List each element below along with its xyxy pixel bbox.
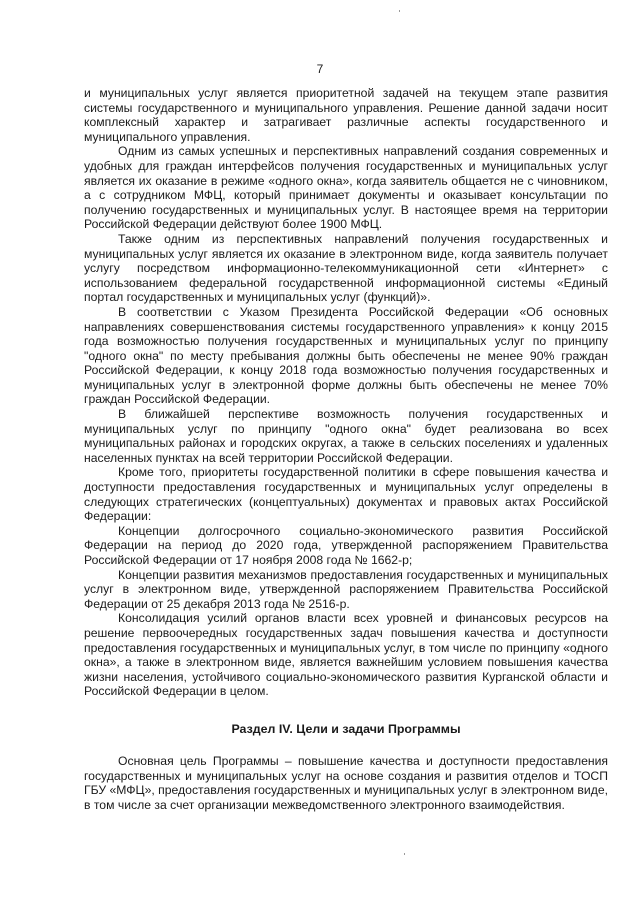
scan-speck (399, 10, 400, 12)
paragraph-concept-2020: Концепции долгосрочного социально-экономического развития Российской Федерации на период до 2020 года, утвержденной распоряжением Правительства Российской Федерации от 17 ноября 2008 года № 1662-р; (84, 523, 608, 567)
page-number: 7 (316, 62, 324, 76)
body-text (84, 86, 608, 699)
paragraph-presidential-decree: В соответствии с Указом Президента Российской Федерации «Об основных направлениях совершенствования системы государственного управления» к концу 2015 года возможностью получения государственных и муниципальных услуг по принципу "одного окна" по месту пребывания должны быть обеспечены не менее 90% граждан Российской Федерации, к концу 2018 года возможностью получения государственных и муниципальных услуг в электронной форме должны быть обеспечены не менее 70% граждан Российской Федерации. (84, 304, 608, 407)
section-title: Раздел IV. Цели и задачи Программы (231, 722, 461, 736)
paragraph-continuation: и муниципальных услуг является приоритетной задачей на текущем этапе развития системы государственного и муниципального управления. Решение данной задачи носит комплексный характер и затрагивает различные аспекты государственного и муниципального управления. (84, 86, 608, 144)
paragraph-electronic-services: Также одним из перспективных направлений получения государственных и муниципальных услуг является их оказание в электронном виде, когда заявитель получает услугу посредством информационно-телекоммуникационной сети «Интернет» с использованием федеральной государственной информационной системы «Единый портал государственных и муниципальных услуг (функций)». (84, 231, 608, 305)
scan-speck (404, 853, 405, 855)
paragraph-near-future: В ближайшей перспективе возможность получения государственных и муниципальных услуг по принципу "одного окна" будет реализована во всех муниципальных районах и городских округах, а также в сельских поселениях и удаленных населенных пунктах на всей территории Российской Федерации. (84, 407, 608, 465)
paragraph-main-goal: Основная цель Программы – повышение качества и доступности предоставления государственных и муниципальных услуг на основе создания и развития отделов и ТОСП ГБУ «МФЦ», предоставления государственных и муниципальных услуг в электронном виде, в том числе за счет организации межведомственного электронного взаимодействия. (84, 754, 608, 812)
paragraph-one-window: Одним из самых успешных и перспективных направлений создания современных и удобных для граждан интерфейсов получения государственных и муниципальных услуг является их оказание в режиме «одного окна», когда заявитель общается не с чиновником, а с сотрудником МФЦ, который принимает документы и оказывает консультации по получению государственных и муниципальных услуг. В настоящее время на территории Российской Федерации действуют более 1900 МФЦ. (84, 144, 608, 232)
paragraph-consolidation: Консолидация усилий органов власти всех уровней и финансовых ресурсов на решение первоочередных государственных задач повышения качества и доступности предоставления государственных и муниципальных услуг, в том числе по принципу «одного окна», а также в электронном виде, является важнейшим условием повышения качества жизни населения, устойчивого социально-экономического развития Курганской области и Российской Федерации в целом. (84, 611, 608, 699)
paragraph-priorities: Кроме того, приоритеты государственной политики в сфере повышения качества и доступности предоставления государственных и муниципальных услуг определены в следующих стратегических (концептуальных) документах и правовых актах Российской Федерации: (84, 465, 608, 524)
paragraph-concept-electronic: Концепции развития механизмов предоставления государственных и муниципальных услуг в электронном виде, утвержденной распоряжением Правительства Российской Федерации от 25 декабря 2013 года № 2516-р. (84, 567, 608, 611)
